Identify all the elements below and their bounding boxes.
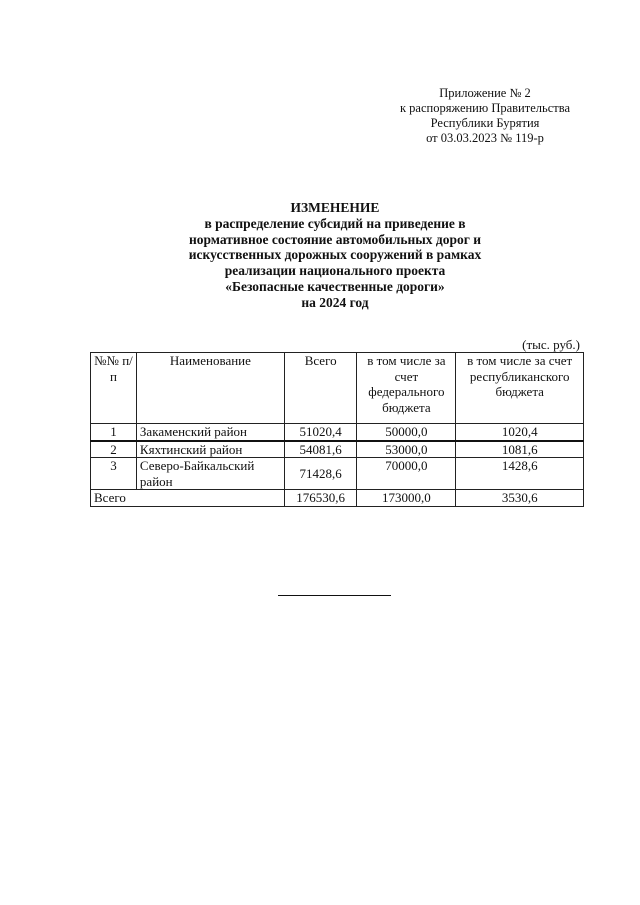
header-num: №№ п/п	[91, 353, 137, 424]
row-federal: 50000,0	[357, 424, 456, 441]
table-row	[91, 458, 584, 490]
units-label: (тыс. руб.)	[522, 337, 580, 352]
title-line: «Безопасные качественные дороги»	[225, 278, 445, 294]
row-name: Закаменский район	[136, 424, 284, 441]
row-total: 51020,4	[284, 424, 356, 441]
title-line: ИЗМЕНЕНИЕ	[290, 200, 380, 215]
summary-label: Всего	[91, 490, 285, 507]
row-name: Северо-Байкальский район	[136, 458, 284, 490]
table-summary-row	[91, 490, 584, 507]
row-republic: 1081,6	[456, 441, 584, 458]
row-num: 1	[91, 424, 137, 441]
row-total: 54081,6	[284, 441, 356, 458]
appendix-header	[380, 86, 590, 146]
summary-total: 176530,6	[284, 490, 356, 507]
appendix-republic: Республики Бурятия	[430, 116, 540, 130]
summary-federal: 173000,0	[357, 490, 456, 507]
table-header-row	[91, 353, 584, 424]
title-line: искусственных дорожных сооружений в рамках	[188, 247, 482, 263]
row-republic: 1428,6	[456, 458, 584, 490]
document-title	[120, 200, 550, 311]
title-line: нормативное состояние автомобильных дорог и	[188, 231, 482, 247]
table-row	[91, 441, 584, 458]
title-line: на 2024 год	[301, 294, 369, 310]
header-name: Наименование	[136, 353, 284, 424]
signature-separator-line	[278, 595, 391, 596]
header-federal: в том числе за счет федерального бюджета	[357, 353, 456, 424]
row-republic: 1020,4	[456, 424, 584, 441]
row-federal: 53000,0	[357, 441, 456, 458]
row-federal: 70000,0	[357, 458, 456, 490]
table-row	[91, 424, 584, 441]
appendix-number: Приложение № 2	[439, 86, 531, 100]
row-num: 2	[91, 441, 137, 458]
header-total: Всего	[284, 353, 356, 424]
summary-republic: 3530,6	[456, 490, 584, 507]
header-republic: в том числе за счет республиканского бюджета	[456, 353, 584, 424]
title-line: реализации национального проекта	[224, 263, 446, 279]
appendix-date: от 03.03.2023 № 119-р	[426, 131, 544, 145]
row-name: Кяхтинский район	[136, 441, 284, 458]
title-line: в распределение субсидий на приведение в	[204, 215, 466, 231]
subsidy-table	[90, 352, 584, 507]
row-num: 3	[91, 458, 137, 490]
row-total: 71428,6	[284, 458, 356, 490]
appendix-reference: к распоряжению Правительства	[399, 101, 570, 115]
